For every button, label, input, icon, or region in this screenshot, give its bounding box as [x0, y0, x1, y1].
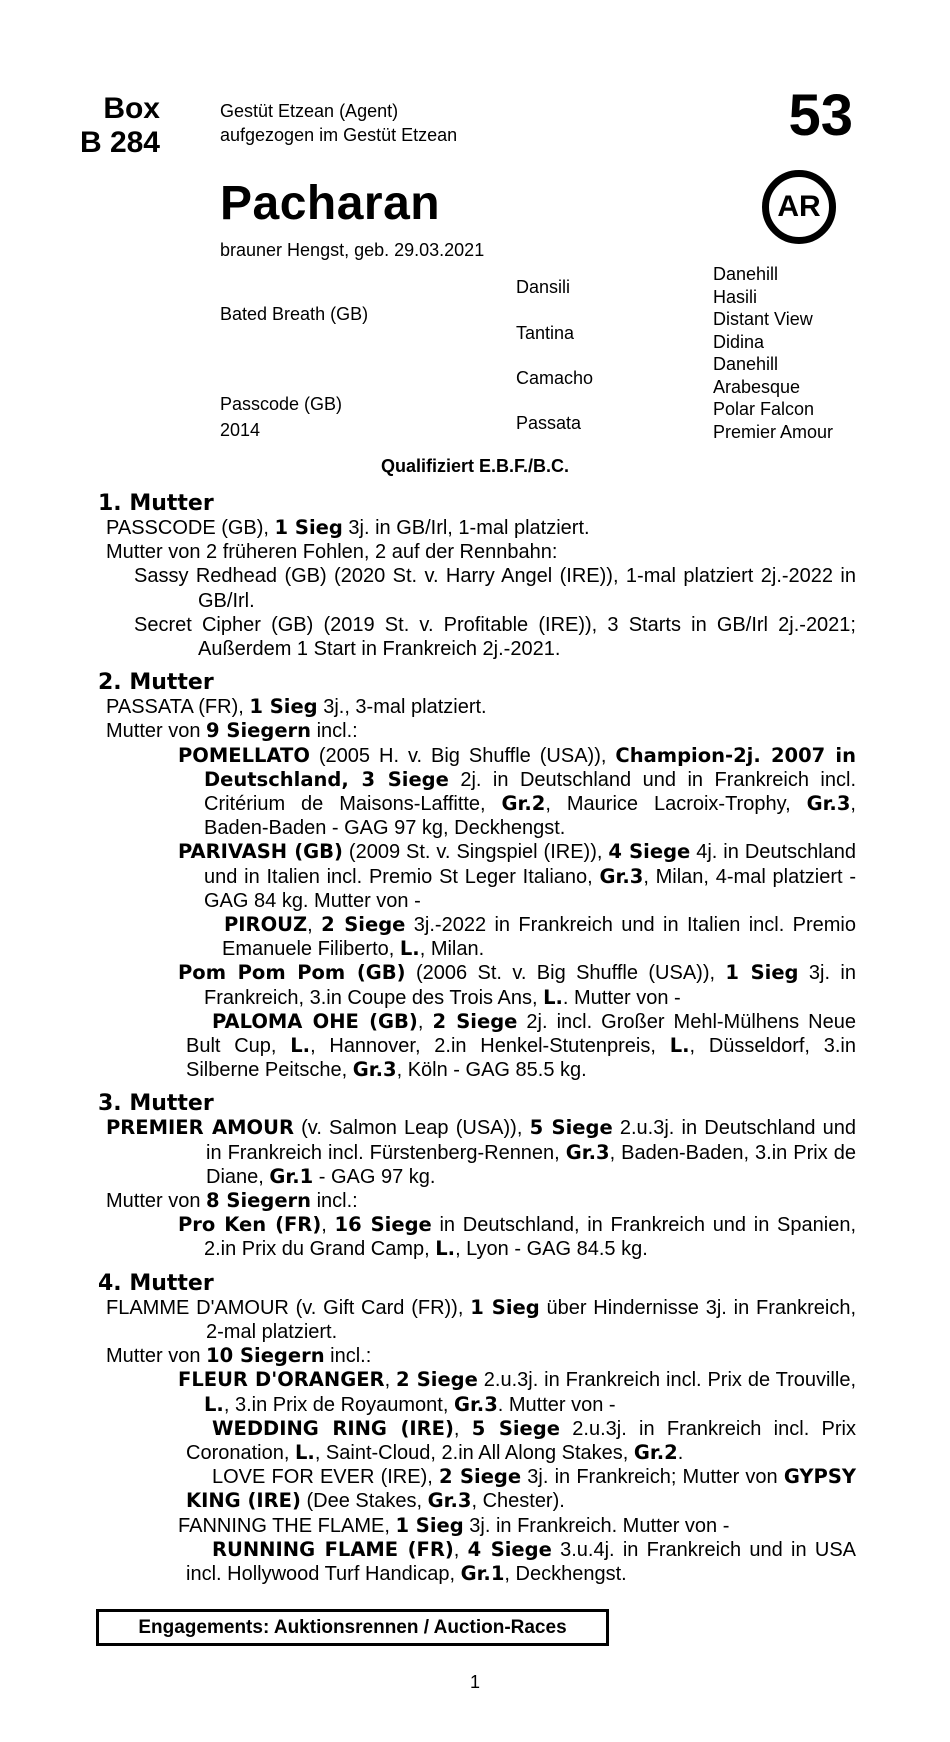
pedigree-ggp: Didina — [713, 331, 765, 352]
produce-entry: POMELLATO (2005 H. v. Big Shuffle (USA)), Champion-2j. 2007 in Deutschland, 3 Siege 2j. in Deutschland und in Frankreich incl. Critérium de Maisons-Laffitte, Gr.2, Maurice Lacroix-Trophy, Gr.3, Baden-Baden - GAG 97 kg, Deckhengst. — [178, 743, 856, 840]
grandproduce-entry: WEDDING RING (IRE), 5 Siege 2.u.3j. in Frankreich incl. Prix Coronation, L., Saint-Cloud, 2.in All Along Stakes, Gr.2. — [186, 1416, 856, 1464]
dam1-produce-intro: Mutter von 2 früheren Fohlen, 2 auf der Rennbahn: — [106, 541, 558, 564]
pedigree-ggp: Arabesque — [713, 376, 801, 397]
engagements-label: Engagements: Auktionsrennen / Auction-Races — [138, 1616, 567, 1638]
box-word: Box — [103, 92, 160, 125]
pedigree-grandparent: Passata — [516, 413, 582, 433]
lot-number: 53 — [788, 83, 853, 148]
pedigree-dam: Passcode (GB) — [220, 394, 343, 414]
horse-name: Pacharan — [220, 177, 441, 230]
pedigree-sire: Bated Breath (GB) — [220, 304, 369, 324]
pedigree-dam-year: 2014 — [220, 420, 261, 440]
box-code: B 284 — [79, 126, 160, 159]
pedigree-ggp: Hasili — [713, 286, 758, 307]
produce-entry: FANNING THE FLAME, 1 Sieg 3j. in Frankreich. Mutter von - — [178, 1513, 730, 1537]
produce-entry: Pro Ken (FR), 16 Siege in Deutschland, in Frankreich und in Spanien, 2.in Prix du Grand Camp, L., Lyon - GAG 84.5 kg. — [178, 1213, 857, 1261]
dam4-summary: FLAMME D'AMOUR (v. Gift Card (FR)), 1 Sieg über Hindernisse 3j. in Frankreich, 2-mal platziert. — [106, 1295, 857, 1343]
produce-entry: Sassy Redhead (GB) (2020 St. v. Harry Angel (IRE)), 1-mal platziert 2j.-2022 in GB/Irl. — [134, 565, 856, 612]
grandproduce-entry: PIROUZ, 2 Siege 3j.-2022 in Frankreich und in Italien incl. Premio Emanuele Filiberto, L., Milan. — [222, 913, 856, 961]
section-title-dam1: 1. Mutter — [98, 491, 214, 516]
ar-badge — [762, 170, 836, 244]
pedigree-grandparent: Camacho — [516, 368, 594, 388]
engagements-box — [96, 1609, 609, 1646]
pedigree-ggp: Polar Falcon — [713, 399, 815, 419]
box-label — [80, 92, 160, 160]
raised-at: aufgezogen im Gestüt Etzean — [220, 125, 458, 145]
dam2-produce-intro: Mutter von 9 Siegern incl.: — [106, 719, 358, 743]
produce-entry: PARIVASH (GB) (2009 St. v. Singspiel (IRE)), 4 Siege 4j. in Deutschland und in Italien incl. Premio St Leger Italiano, Gr.3, Milan, 4-mal platziert - GAG 84 kg. Mutter von - — [178, 840, 856, 912]
qualification: Qualifiziert E.B.F./B.C. — [380, 456, 570, 476]
pedigree-ggp: Danehill — [713, 354, 779, 374]
section-title-dam4: 4. Mutter — [98, 1270, 214, 1296]
section-title-dam3: 3. Mutter — [98, 1091, 214, 1117]
produce-entry: FLEUR D'ORANGER, 2 Siege 2.u.3j. in Frankreich incl. Prix de Trouville, L., 3.in Prix de Royaumont, Gr.3. Mutter von - — [178, 1368, 856, 1416]
dam3-summary: PREMIER AMOUR (v. Salmon Leap (USA)), 5 Siege 2.u.3j. in Deutschland und in Frankreich incl. Fürstenberg-Rennen, Gr.3, Baden-Baden, 3.in Prix de Diane, Gr.1 - GAG 97 kg. — [106, 1116, 857, 1188]
pedigree-ggp: Danehill — [713, 264, 779, 284]
grandproduce-entry: PALOMA OHE (GB), 2 Siege 2j. incl. Großer Mehl-Mülhens Neue Bult Cup, L., Hannover, 2.in Henkel-Stutenpreis, L., Düsseldorf, 3.in Silberne Peitsche, Gr.3, Köln - GAG 85.5 kg. — [186, 1009, 856, 1082]
page-number: 1 — [469, 1672, 480, 1692]
female-line — [98, 484, 856, 1586]
dam3-produce-intro: Mutter von 8 Siegern incl.: — [106, 1189, 358, 1213]
produce-entry: Secret Cipher (GB) (2019 St. v. Profitable (IRE)), 3 Starts in GB/Irl 2j.-2021; Außerdem 1 Start in Frankreich 2j.-2021. — [134, 613, 856, 661]
pedigree-great-grandparents — [713, 263, 833, 443]
produce-entry: Pom Pom Pom (GB) (2006 St. v. Big Shuffle (USA)), 1 Sieg 3j. in Frankreich, 3.in Coupe des Trois Ans, L.. Mutter von - — [178, 961, 856, 1009]
consignor-block — [220, 99, 457, 147]
dam2-summary: PASSATA (FR), 1 Sieg 3j., 3-mal platziert. — [106, 695, 487, 719]
ar-badge-label: AR — [777, 190, 821, 223]
dam4-produce-intro: Mutter von 10 Siegern incl.: — [106, 1344, 372, 1368]
horse-description: brauner Hengst, geb. 29.03.2021 — [220, 240, 485, 260]
pedigree-ggp: Distant View — [713, 309, 813, 329]
grandproduce-entry: RUNNING FLAME (FR), 4 Siege 3.u.4j. in Frankreich und in USA incl. Hollywood Turf Handicap, Gr.1, Deckhengst. — [186, 1537, 856, 1585]
grandproduce-entry: LOVE FOR EVER (IRE), 2 Siege 3j. in Frankreich; Mutter von GYPSY KING (IRE) (Dee Stakes, Gr.3, Chester). — [186, 1465, 856, 1513]
pedigree-ggp: Premier Amour — [713, 421, 834, 442]
pedigree-grandparent: Tantina — [516, 323, 575, 343]
dam1-summary: PASSCODE (GB), 1 Sieg 3j. in GB/Irl, 1-mal platziert. — [106, 516, 590, 539]
consignor: Gestüt Etzean (Agent) — [220, 101, 399, 121]
pedigree-grandparent: Dansili — [516, 277, 571, 297]
section-title-dam2: 2. Mutter — [98, 670, 214, 696]
